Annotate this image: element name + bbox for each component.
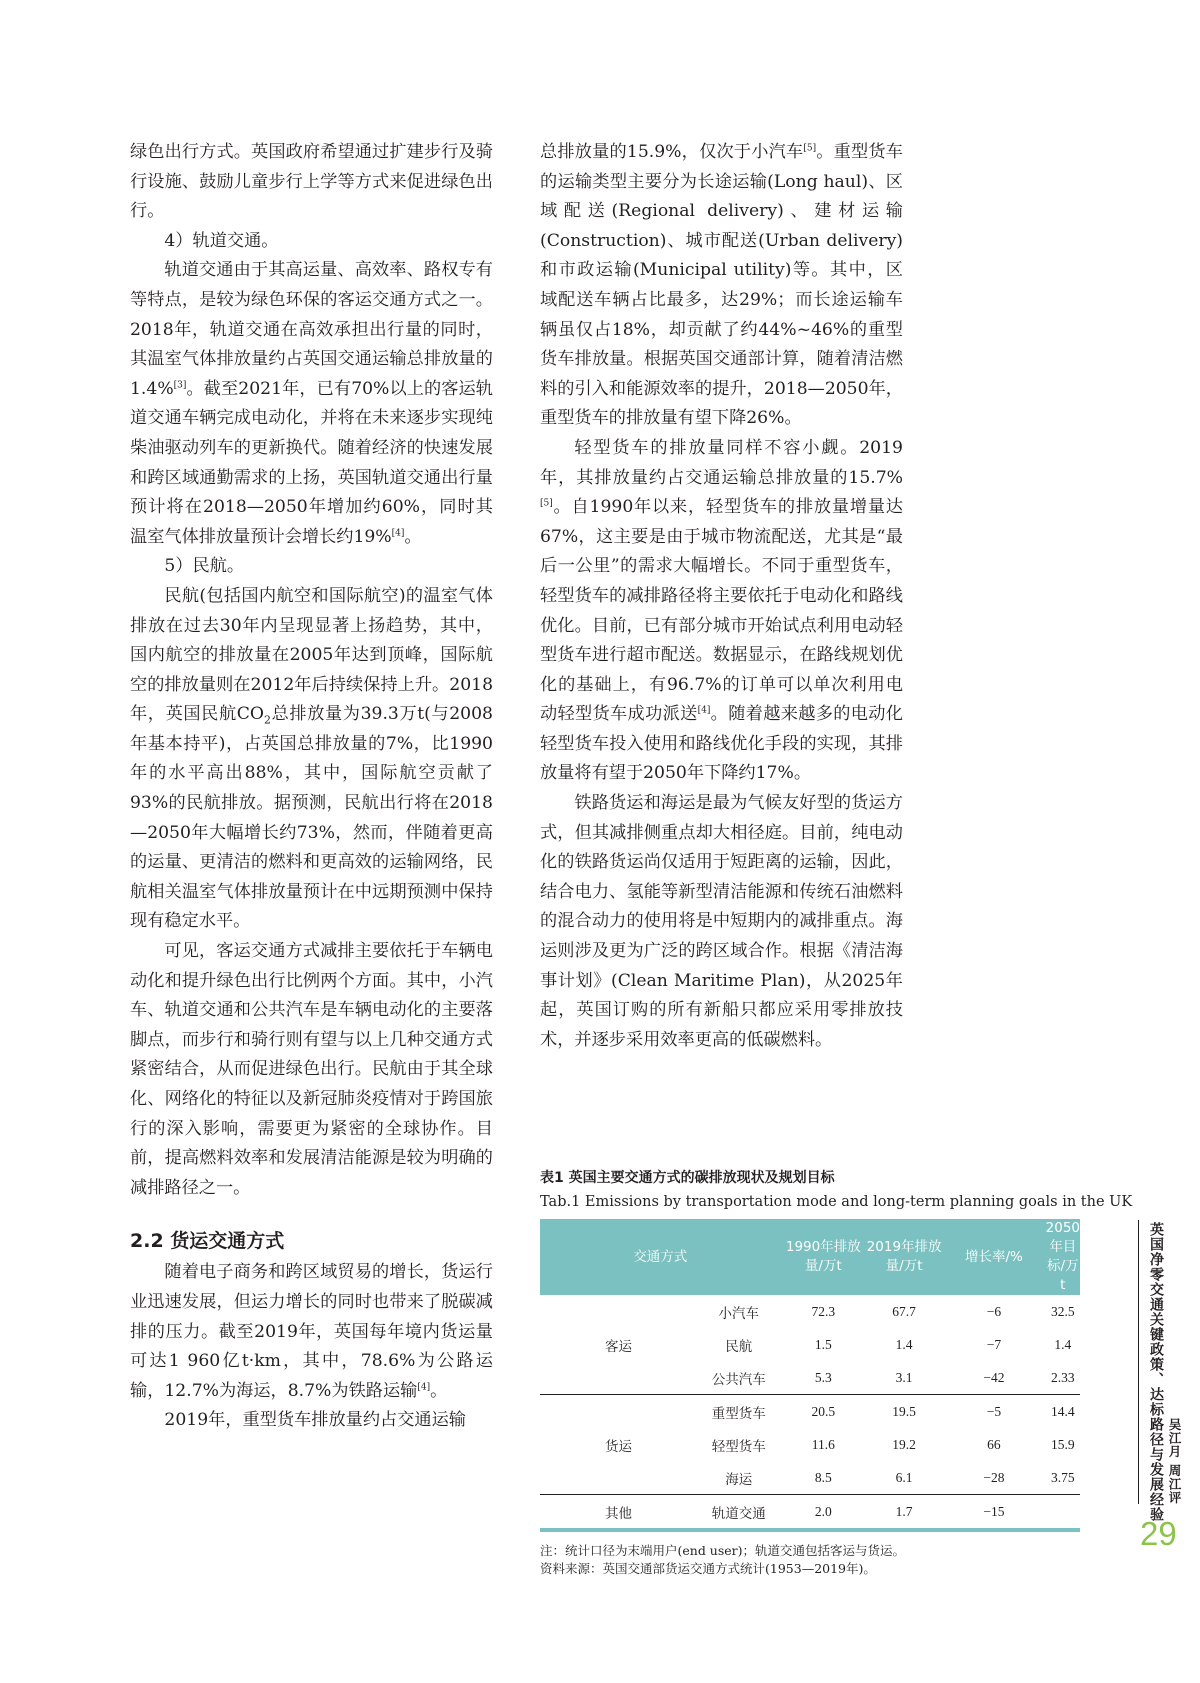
cell-mode: 公共汽车 xyxy=(697,1361,781,1395)
table-note: 注：统计口径为末端用户(end user)；轨道交通包括客运与货运。 xyxy=(540,1543,906,1558)
cell-2050: 2.33 xyxy=(1046,1361,1080,1395)
cell-1990: 72.3 xyxy=(811,1303,836,1319)
table-row xyxy=(540,1295,1080,1328)
paragraph: 铁路货运和海运是最为气候友好型的货运方式，但其减排侧重点却大相径庭。目前，纯电动化的铁路货运尚仅适用于短距离的运输，因此，结合电力、氢能等新型清洁能源和传统石油燃料的混合动力的使用将是中短期内的减排重点。海运则涉及更为广泛的跨区域合作。根据《清洁海事计划》(Clean Maritime Plan)，从2025年起，英国订购的所有新船只都应采用零排放技术，并逐步采用效率更高的低碳燃料。 xyxy=(540,793,903,1050)
page-number: 29 xyxy=(1140,1515,1177,1552)
subheading-rail: 4）轨道交通。 xyxy=(164,230,279,251)
table-caption-en: Tab.1 Emissions by transportation mode and long-term planning goals in the UK xyxy=(540,1194,1133,1210)
citation: [5] xyxy=(803,143,817,154)
cell-1990: 11.6 xyxy=(811,1436,835,1452)
cell-growth: −42 xyxy=(942,1361,1045,1395)
sidebar-divider xyxy=(1138,1220,1139,1504)
paragraph: 民航(包括国内航空和国际航空)的温室气体排放在过去30年内呈现显著上扬趋势，其中，国内航空的排放量在2005年达到顶峰，国际航空的排放量则在2012年后持续保持上升。2018年，英国民航$CO_2$总排放量为39.3万t(与2008年基本持平)，占英国总排放量的7%，比1990年的水平高出88%，其中，国际航空贡献了93%的民航排放。据预测，民航出行将在2018—2050年大幅增长约73%，然而，伴随着更高的运量、更清洁的燃料和更高效的运输网络，民航相关温室气体排放量预计在中远期预测中保持现有稳定水平。 xyxy=(130,585,493,932)
table-row xyxy=(540,1395,1080,1429)
group-passenger: 客运 xyxy=(540,1295,697,1395)
cell-2050: 3.75 xyxy=(1046,1461,1080,1495)
cell-2050: 32.5 xyxy=(1051,1303,1075,1319)
cell-2019: 1.4 xyxy=(895,1336,913,1352)
table-header-row xyxy=(540,1219,1080,1295)
cell-2019: 1.7 xyxy=(866,1495,942,1531)
paragraph: 2019年，重型货车排放量约占交通运输 xyxy=(164,1410,466,1431)
cell-growth: −5 xyxy=(986,1403,1002,1419)
cell-growth: 66 xyxy=(987,1436,1001,1452)
cell-growth: −15 xyxy=(942,1495,1045,1531)
cell-mode: 小汽车 xyxy=(718,1305,760,1322)
paragraph: 总排放量的15.9%，仅次于小汽车[5]。重型货车的运输类型主要分为长途运输(Long haul)、区域配送(Regional delivery)、建材运输(Construction)、城市配送(Urban delivery)和市政运输(Municipal utility)等。其中，区域配送车辆占比最多，达29%；而长途运输车辆虽仅占18%，却贡献了约44%~46%的重型货车排放量。根据英国交通部计算，随着清洁燃料的引入和能源效率的提升，2018—2050年，重型货车的排放量有望下降26%。 xyxy=(540,142,903,429)
cell-1990: 5.3 xyxy=(781,1361,866,1395)
cell-1990: 1.5 xyxy=(814,1336,832,1352)
paragraph: 轻型货车的排放量同样不容小觑。2019年，其排放量约占交通运输总排放量的15.7%[5]。自1990年以来，轻型货车的排放量增量达67%，这主要是由于城市物流配送，尤其是“最后一公里”的需求大幅增长。不同于重型货车，轻型货车的减排路径将主要依托于电动化和路线优化。目前，已有部分城市开始试点利用电动轻型货车进行超市配送。数据显示，在路线规划优化的基础上，有96.7%的订单可以单次利用电动轻型货车成功派送[4]。随着越来越多的电动化轻型货车投入使用和路线优化手段的实现，其排放量将有望于2050年下降约17%。 xyxy=(540,437,903,784)
cell-growth: −6 xyxy=(986,1303,1002,1319)
running-title: 英国净零交通关键政策、达标路径与发展经验 xyxy=(1148,1222,1164,1522)
emissions-table-block xyxy=(540,1168,1133,1578)
cell-2019: 19.2 xyxy=(892,1436,916,1452)
cell-growth: −28 xyxy=(942,1461,1045,1495)
cell-2050: 14.4 xyxy=(1051,1403,1075,1419)
cell-2019: 67.7 xyxy=(892,1303,916,1319)
table-row xyxy=(540,1495,1080,1531)
section-heading: 2.2 货运交通方式 xyxy=(130,1230,285,1253)
group-other: 其他 xyxy=(540,1495,697,1531)
citation: [4] xyxy=(697,705,711,716)
paragraph: 随着电子商务和跨区域贸易的增长，货运行业迅速发展，但运力增长的同时也带来了脱碳减排的压力。截至2019年，英国每年境内货运量可达1 960亿t·km，其中，78.6%为公路运输，12.7%为海运，8.7%为铁路运输[4]。 xyxy=(130,1262,493,1401)
table-caption-zh: 表1 英国主要交通方式的碳排放现状及规划目标 xyxy=(540,1170,835,1186)
cell-2019: 6.1 xyxy=(866,1461,942,1495)
cell-1990: 8.5 xyxy=(781,1461,866,1495)
subheading-aviation: 5）民航。 xyxy=(164,556,245,577)
table-source: 资料来源：英国交通部货运交通方式统计(1953—2019年)。 xyxy=(540,1561,876,1576)
header-mode: 交通方式 xyxy=(540,1219,781,1295)
citation: [3] xyxy=(173,380,187,391)
citation: [5] xyxy=(540,498,553,509)
cell-mode: 海运 xyxy=(697,1461,781,1495)
citation: [4] xyxy=(391,527,405,538)
paragraph: 轨道交通由于其高运量、高效率、路权专有等特点，是较为绿色环保的客运交通方式之一。2018年，轨道交通在高效承担出行量的同时，其温室气体排放量约占英国交通运输总排放量的1.4%[3]。截至2021年，已有70%以上的客运轨道交通车辆完成电动化，并将在未来逐步实现纯柴油驱动列车的更新换代。随着经济的快速发展和跨区域通勤需求的上扬，英国轨道交通出行量预计将在2018—2050年增加约60%，同时其温室气体排放量预计会增长约19%[4]。 xyxy=(130,260,493,547)
emissions-table xyxy=(540,1219,1080,1532)
cell-2050 xyxy=(1046,1495,1080,1531)
cell-1990: 2.0 xyxy=(781,1495,866,1531)
cell-2050: 1.4 xyxy=(1054,1336,1072,1352)
paragraph: 绿色出行方式。英国政府希望通过扩建步行及骑行设施、鼓励儿童步行上学等方式来促进绿色出行。 xyxy=(130,142,493,222)
cell-1990: 20.5 xyxy=(811,1403,836,1419)
cell-2019: 19.5 xyxy=(892,1403,916,1419)
cell-mode: 民航 xyxy=(725,1338,753,1355)
cell-mode: 轻型货车 xyxy=(711,1438,766,1455)
group-freight: 货运 xyxy=(540,1395,697,1495)
running-authors: 吴江月 周江评 xyxy=(1167,1418,1182,1505)
header-growth: 增长率/% xyxy=(942,1219,1045,1295)
cell-mode: 重型货车 xyxy=(711,1405,766,1422)
citation: [4] xyxy=(417,1382,431,1393)
table-notes xyxy=(540,1542,1080,1578)
cell-growth: −7 xyxy=(986,1336,1002,1352)
cell-mode: 轨道交通 xyxy=(697,1495,781,1531)
cell-2050: 15.9 xyxy=(1051,1436,1075,1452)
paragraph: 可见，客运交通方式减排主要依托于车辆电动化和提升绿色出行比例两个方面。其中，小汽车、轨道交通和公共汽车是车辆电动化的主要落脚点，而步行和骑行则有望与以上几种交通方式紧密结合，从而促进绿色出行。民航由于其全球化、网络化的特征以及新冠肺炎疫情对于跨国旅行的深入影响，需要更为紧密的全球协作。目前，提高燃料效率和发展清洁能源是较为明确的减排路径之一。 xyxy=(130,941,493,1198)
header-2050: 2050年目标/万t xyxy=(1045,1220,1080,1293)
header-2019: 2019年排放量/万t xyxy=(866,1219,942,1295)
right-column xyxy=(540,138,903,1055)
cell-2019: 3.1 xyxy=(866,1361,942,1395)
left-column xyxy=(130,138,493,1436)
header-1990: 1990年排放量/万t xyxy=(781,1219,866,1295)
